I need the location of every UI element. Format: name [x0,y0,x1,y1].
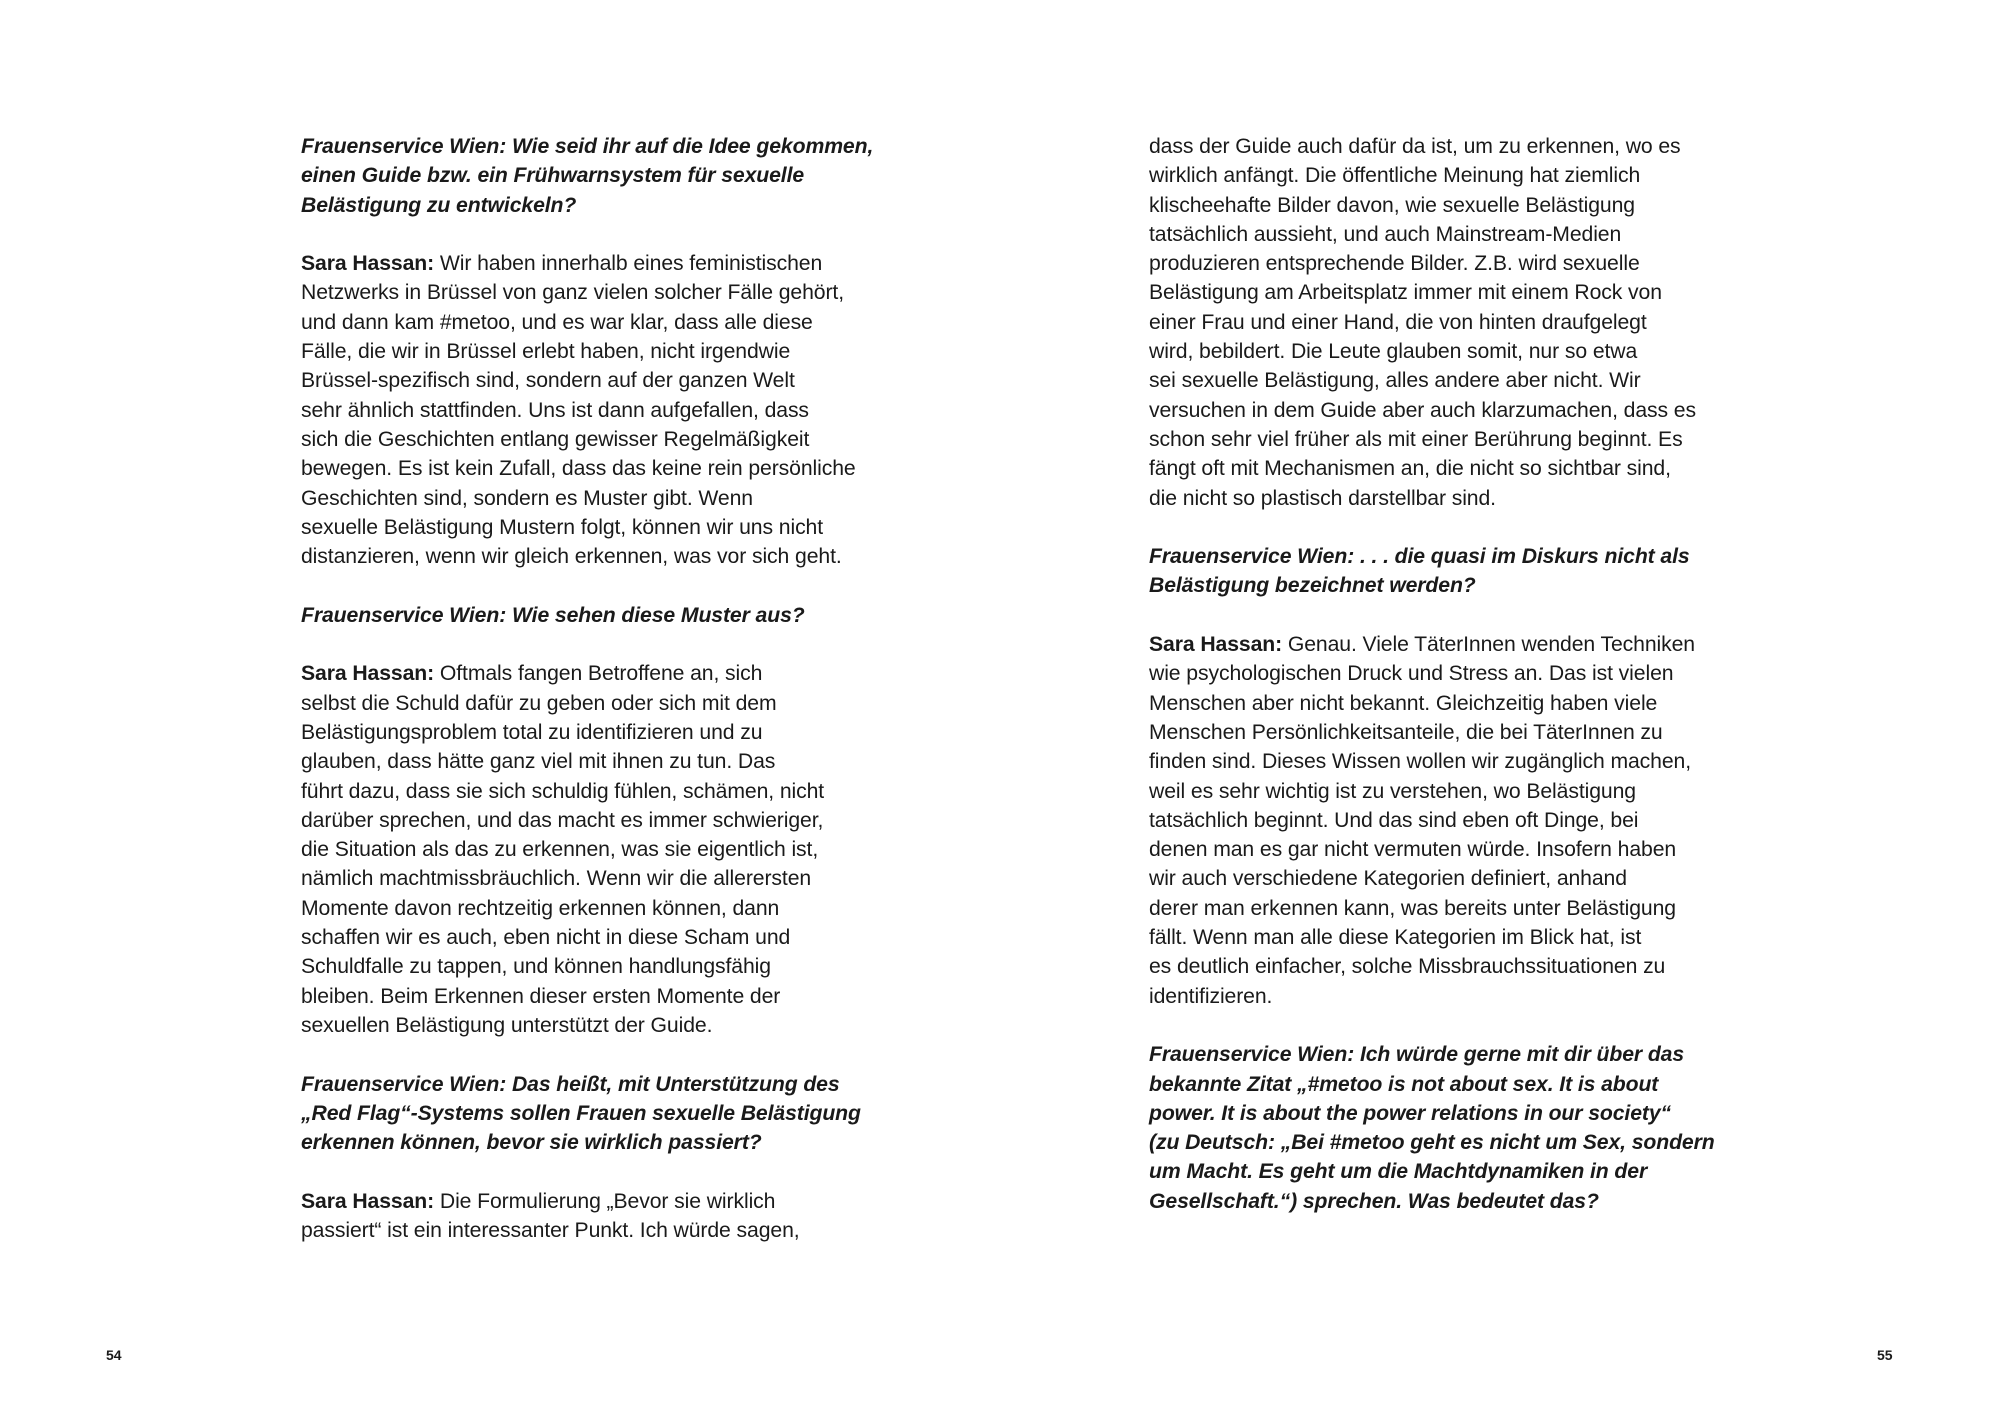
text-line: glauben, dass hätte ganz viel mit ihnen zu tun. Das [301,750,776,774]
text-line: derer man erkennen kann, was bereits unter Belästigung [1149,896,1676,920]
text-line: fängt oft mit Mechanismen an, die nicht so sichtbar sind, [1149,457,1671,481]
text-line: erkennen können, bevor sie wirklich passiert? [301,1131,762,1155]
text-line: finden sind. Dieses Wissen wollen wir zugänglich machen, [1149,750,1692,774]
interview-answer [301,1187,866,1246]
text-line: Belästigung zu entwickeln? [301,193,577,217]
text-line: die Situation als das zu erkennen, was sie eigentlich ist, [301,838,819,862]
text-line: sei sexuelle Belästigung, alles andere aber nicht. Wir [1149,369,1641,393]
text-line: Frauenservice Wien: Ich würde gerne mit dir über das [1149,1043,1685,1067]
text-fragment: Oftmals fangen Betroffene an, sich [434,662,763,686]
text-line: distanzieren, wenn wir gleich erkennen, was vor sich geht. [301,545,842,569]
speaker-label: Sara Hassan: [301,662,435,686]
text-line: wird, bebildert. Die Leute glauben somit, nur so etwa [1149,340,1638,364]
text-line: denen man es gar nicht vermuten würde. Insofern haben [1149,838,1677,862]
left-page-text [301,132,874,1275]
text-line: Brüssel-spezifisch sind, sondern auf der ganzen Welt [301,369,795,393]
text-line: Netzwerks in Brüssel von ganz vielen solcher Fälle gehört, [301,281,844,305]
text-line: schaffen wir es auch, eben nicht in diese Scham und [301,926,791,950]
text-line: (zu Deutsch: „Bei #metoo geht es nicht um Sex, sondern [1149,1131,1715,1155]
text-line: Gesellschaft.“) sprechen. Was bedeutet das? [1149,1189,1599,1213]
text-line: tatsächlich beginnt. Und das sind eben oft Dinge, bei [1149,808,1639,832]
text-line: passiert“ ist ein interessanter Punkt. Ich würde sagen, [301,1218,800,1242]
text-line: weil es sehr wichtig ist zu verstehen, wo Belästigung [1149,779,1636,803]
text-line: wir auch verschiedene Kategorien definiert, anhand [1149,867,1627,891]
text-fragment: Genau. Viele TäterInnen wenden Techniken [1282,633,1695,657]
interview-answer [301,249,866,571]
text-line: nämlich machtmissbräuchlich. Wenn wir die allerersten [301,867,812,891]
text-line: power. It is about the power relations in our society“ [1149,1101,1672,1125]
right-page-text [1149,132,1714,1245]
text-line: Menschen Persönlichkeitsanteile, die bei TäterInnen zu [1149,720,1663,744]
interview-answer [1149,630,1714,1011]
text-line: darüber sprechen, und das macht es immer schwieriger, [301,808,824,832]
interview-question [301,132,874,220]
answer-first-line [1149,630,1714,659]
text-line: produzieren entsprechende Bilder. Z.B. wird sexuelle [1149,252,1640,276]
page-number-right: 55 [1877,1347,1893,1363]
text-line: klischeehafte Bilder davon, wie sexuelle Belästigung [1149,193,1635,217]
text-line: identifizieren. [1149,984,1273,1008]
interview-question [301,601,866,630]
text-line: „Red Flag“-Systems sollen Frauen sexuelle Belästigung [301,1101,861,1125]
interview-question [301,1070,866,1158]
text-line: führt dazu, dass sie sich schuldig fühlen, schämen, nicht [301,779,825,803]
answer-first-line [301,659,866,688]
text-line: Frauenservice Wien: . . . die quasi im Diskurs nicht als [1149,545,1690,569]
text-line: sexuellen Belästigung unterstützt der Guide. [301,1013,713,1037]
text-line: Menschen aber nicht bekannt. Gleichzeitig haben viele [1149,691,1658,715]
text-line: Frauenservice Wien: Das heißt, mit Unterstützung des [301,1072,840,1096]
text-line: Schuldfalle zu tappen, und können handlungsfähig [301,955,771,979]
text-line: Belästigungsproblem total zu identifizieren und zu [301,720,763,744]
text-line: es deutlich einfacher, solche Missbrauchssituationen zu [1149,955,1666,979]
text-line: schon sehr viel früher als mit einer Berührung beginnt. Es [1149,427,1683,451]
text-line: sexuelle Belästigung Mustern folgt, können wir uns nicht [301,515,824,539]
text-line: Geschichten sind, sondern es Muster gibt. Wenn [301,486,753,510]
text-line: Fälle, die wir in Brüssel erlebt haben, nicht irgendwie [301,340,791,364]
text-line: wirklich anfängt. Die öffentliche Meinung hat ziemlich [1149,164,1641,188]
interview-question [1149,1040,1714,1216]
speaker-label: Sara Hassan: [301,252,435,276]
continued-answer [1149,132,1714,513]
interview-answer [301,659,866,1040]
answer-first-line [301,249,866,278]
text-line: um Macht. Es geht um die Machtdynamiken in der [1149,1160,1648,1184]
page-number-left: 54 [106,1347,122,1363]
text-line: Frauenservice Wien: Wie seid ihr auf die Idee gekommen, [301,135,874,158]
text-line: Frauenservice Wien: Wie sehen diese Muster aus? [301,603,805,627]
text-line: sich die Geschichten entlang gewisser Regelmäßigkeit [301,427,810,451]
interview-question [1149,542,1714,601]
text-line: Belästigung bezeichnet werden? [1149,574,1476,598]
text-line: fällt. Wenn man alle diese Kategorien im Blick hat, ist [1149,926,1642,950]
text-line: selbst die Schuld dafür zu geben oder sich mit dem [301,691,777,715]
text-line: Momente davon rechtzeitig erkennen können, dann [301,896,780,920]
text-line: die nicht so plastisch darstellbar sind. [1149,486,1496,510]
text-line: bewegen. Es ist kein Zufall, dass das keine rein persönliche [301,457,856,481]
speaker-label: Sara Hassan: [301,1189,435,1213]
answer-first-line [301,1187,866,1216]
text-line: einer Frau und einer Hand, die von hinten draufgelegt [1149,310,1647,334]
text-line: tatsächlich aussieht, und auch Mainstream-Medien [1149,222,1622,246]
text-line: Belästigung am Arbeitsplatz immer mit einem Rock von [1149,281,1662,305]
speaker-label: Sara Hassan: [1149,633,1283,657]
text-fragment: Wir haben innerhalb eines feministischen [434,252,823,276]
text-line: bleiben. Beim Erkennen dieser ersten Momente der [301,984,781,1008]
text-line: versuchen in dem Guide aber auch klarzumachen, dass es [1149,398,1696,422]
text-line: einen Guide bzw. ein Frühwarnsystem für sexuelle [301,164,805,188]
text-line: sehr ähnlich stattfinden. Uns ist dann aufgefallen, dass [301,398,809,422]
text-line: dass der Guide auch dafür da ist, um zu erkennen, wo es [1149,135,1681,158]
text-line: wie psychologischen Druck und Stress an. Das ist vielen [1149,662,1674,686]
text-fragment: Die Formulierung „Bevor sie wirklich [434,1189,776,1213]
text-line: und dann kam #metoo, und es war klar, dass alle diese [301,310,813,334]
text-line: bekannte Zitat „#metoo is not about sex. It is about [1149,1072,1659,1096]
